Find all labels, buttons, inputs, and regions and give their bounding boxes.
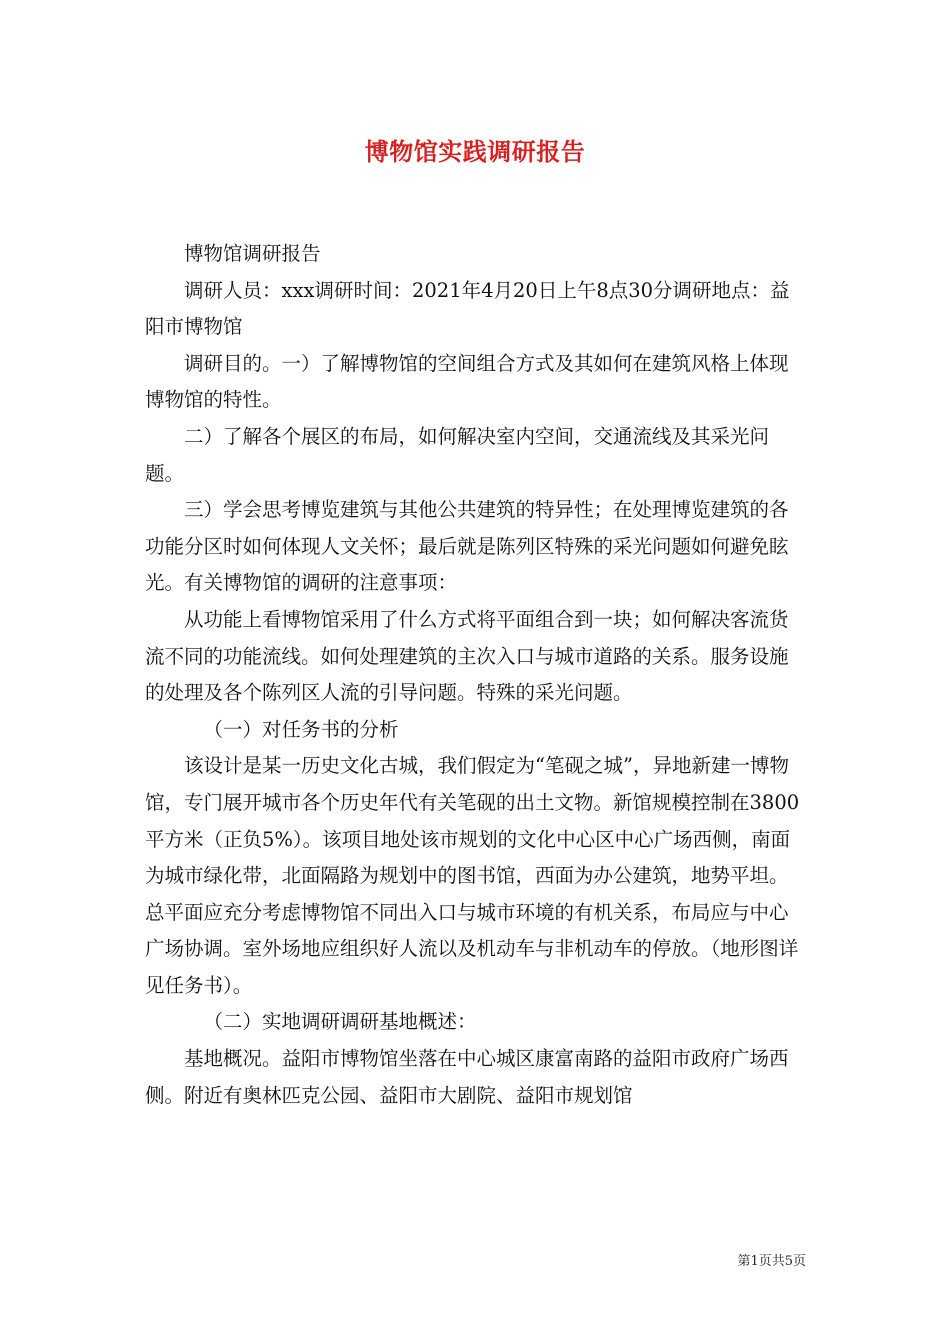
paragraph-notes: 从功能上看博物馆采用了什么方式将平面组合到一块；如何解决客流货流不同的功能流线。如何处理建筑的主次入口与城市道路的关系。服务设施的处理及各个陈列区人流的引导问题。特殊的采光问题。 [145,607,789,705]
document-body [145,236,805,1114]
paragraph-purpose-3: 三）学会思考博览建筑与其他公共建筑的特异性；在处理博览建筑的各功能分区时如何体现人文关怀；最后就是陈列区特殊的采光问题如何避免眩光。有关博物馆的调研的注意事项： [145,498,789,595]
paragraph-purpose: 调研目的。一）了解博物馆的空间组合方式及其如何在建筑风格上体现博物馆的特性。 [145,351,789,412]
page-number-footer: 第1页共5页 [737,1254,806,1269]
section-heading-1: （一）对任务书的分析 [203,717,399,741]
paragraph-site-overview: 基地概况。益阳市博物馆坐落在中心城区康富南路的益阳市政府广场西侧。附近有奥林匹克公园、益阳市大剧院、益阳市规划馆 [145,1047,789,1107]
document-title: 博物馆实践调研报告 [364,137,586,166]
section-heading-2: （二）实地调研调研基地概述： [203,1010,477,1034]
paragraph-subtitle: 博物馆调研报告 [184,242,321,265]
paragraph-personnel: 调研人员：xxx调研时间：2021年4月20日上午8点30分调研地点：益阳市博物馆 [145,278,790,339]
paragraph-purpose-2: 二）了解各个展区的布局，如何解决室内空间，交通流线及其采光问题。 [145,424,770,485]
paragraph-task-analysis: 该设计是某一历史文化古城，我们假定为“笔砚之城”，异地新建一博物馆，专门展开城市各个历史年代有关笔砚的出土文物。新馆规模控制在3800平方米（正负5%）。该项目地处该市规划的文化中心区中心广场西侧，南面为城市绿化带，北面隔路为规划中的图书馆，西面为办公建筑，地势平坦。总平面应充分考虑博物馆不同出入口与城市环境的有机关系，布局应与中心广场协调。室外场地应组织好人流以及机动车与非机动车的停放。（地形图详见任务书）。 [145,754,800,997]
